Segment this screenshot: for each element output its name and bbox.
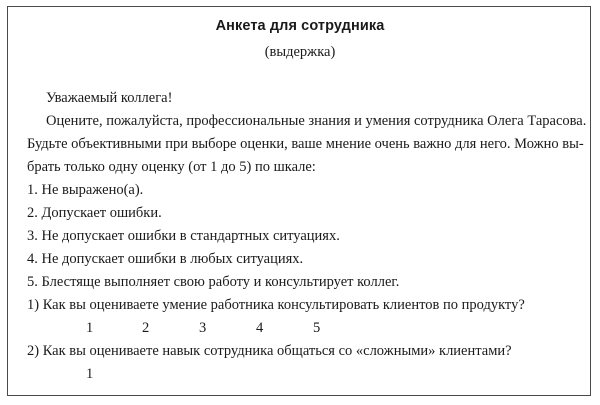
- rating-option: 1: [86, 320, 94, 336]
- scale-item: 5. Блестяще выполняет свою работу и консультирует коллег.: [27, 274, 400, 290]
- greeting: Уважаемый коллега!: [46, 90, 173, 106]
- rating-option: 5: [313, 320, 321, 336]
- document-title: Анкета для сотрудника: [215, 18, 385, 34]
- intro-line: Оцените, пожалуйста, профессиональные знания и умения сотрудника Олега Тарасова.: [46, 113, 587, 129]
- scale-item: 2. Допускает ошибки.: [27, 205, 162, 221]
- scale-item: 4. Не допускает ошибки в любых ситуациях.: [27, 251, 304, 267]
- rating-option: 4: [256, 320, 264, 336]
- intro-line: Будьте объективными при выборе оценки, ваше мнение очень важно для него. Можно вы-: [27, 136, 584, 152]
- scale-item: 1. Не выражено(а).: [27, 182, 144, 198]
- rating-option: 2: [142, 320, 150, 336]
- rating-option: 1: [86, 366, 94, 382]
- rating-option: 3: [199, 320, 207, 336]
- scale-item: 3. Не допускает ошибки в стандартных ситуациях.: [27, 228, 340, 244]
- document-subtitle: (выдержка): [264, 44, 336, 60]
- question-text: 1) Как вы оцениваете умение работника консультировать клиентов по продукту?: [27, 297, 525, 313]
- intro-line: брать только одну оценку (от 1 до 5) по шкале:: [27, 159, 316, 175]
- document-frame: [7, 6, 591, 396]
- question-text: 2) Как вы оцениваете навык сотрудника общаться со «сложными» клиентами?: [27, 343, 512, 359]
